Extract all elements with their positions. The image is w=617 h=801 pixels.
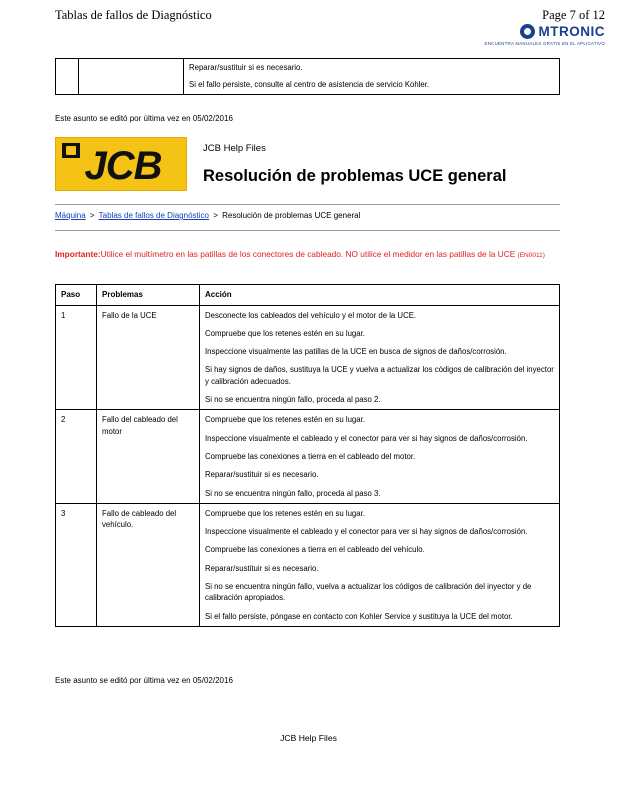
cell-step: 2 <box>56 410 97 503</box>
last-edited-note-bottom: Este asunto se editó por última vez en 05/02/2016 <box>55 676 233 685</box>
jcb-logo-text: JCB <box>84 144 162 188</box>
breadcrumb-separator: > <box>213 211 218 220</box>
cell-step <box>56 59 79 95</box>
mtronic-logo-row <box>471 24 605 39</box>
action-line: Si no se encuentra ningún fallo, proceda al paso 3. <box>205 488 381 498</box>
action-line: Si el fallo persiste, póngase en contacto con Kohler Service y sustituya la UCE del motor. <box>205 611 513 621</box>
action-line: Compruebe que los retenes estén en su lugar. <box>205 508 365 518</box>
page-number-label: Page 7 of 12 <box>542 8 605 22</box>
page-footer: JCB Help Files <box>280 733 337 743</box>
action-line: Reparar/sustituir si es necesario. <box>205 563 319 573</box>
header-title: Tablas de fallos de Diagnóstico <box>55 8 212 22</box>
brand-block <box>55 137 560 197</box>
column-header-paso: Paso <box>56 285 97 306</box>
action-line: Compruebe que los retenes estén en su lugar. <box>205 415 365 425</box>
important-text: Utilice el multímetro en las patillas de los conectores de cableado. NO utilice el medidor en las patillas de la UCE <box>100 249 516 259</box>
cell-problem: Fallo de la UCE <box>97 305 200 410</box>
help-files-label: JCB Help Files <box>203 143 266 154</box>
cell-step: 3 <box>56 503 97 626</box>
mtronic-circle-icon <box>520 24 535 39</box>
page-header <box>0 6 617 58</box>
table-header-row <box>56 285 560 306</box>
action-line: Si el fallo persiste, consulte al centro de asistencia de servicio Kohler. <box>189 80 430 90</box>
cell-step: 1 <box>56 305 97 410</box>
important-label: Importante: <box>55 249 101 259</box>
action-line: Si no se encuentra ningún fallo, vuelva a actualizar los códigos de calibración del inyector y de calibración apropiados. <box>205 582 532 603</box>
mtronic-wordmark: MTRONIC <box>538 24 605 39</box>
troubleshooting-table <box>55 284 560 627</box>
cell-action <box>200 410 560 503</box>
breadcrumb-separator: > <box>89 211 95 220</box>
brand-text <box>203 137 507 186</box>
page-title: Resolución de problemas UCE general <box>203 167 507 185</box>
cell-problem: Fallo de cableado del vehículo. <box>97 503 200 626</box>
important-code: (EN0011) <box>517 252 545 259</box>
divider-below-breadcrumb <box>55 230 560 231</box>
action-line: Compruebe las conexiones a tierra en el cableado del motor. <box>205 451 416 461</box>
column-header-problemas: Problemas <box>97 285 200 306</box>
action-line: Si hay signos de daños, sustituya la UCE y vuelva a actualizar los códigos de calibración del inyector y calibración adecuados. <box>205 365 554 386</box>
breadcrumb <box>55 211 360 220</box>
table-row <box>56 503 560 626</box>
action-line: Inspeccione visualmente el cableado y el conector para ver si hay signos de daños/corrosión. <box>205 433 528 443</box>
action-line: Si no se encuentra ningún fallo, proceda al paso 2. <box>205 395 381 405</box>
cell-action <box>200 305 560 410</box>
action-line: Reparar/sustituir si es necesario. <box>189 63 303 72</box>
breadcrumb-item-tablas[interactable]: Tablas de fallos de Diagnóstico <box>98 211 209 220</box>
action-line: Reparar/sustituir si es necesario. <box>205 470 319 480</box>
cell-action <box>200 503 560 626</box>
divider-above-breadcrumb <box>55 204 560 205</box>
action-line: Compruebe las conexiones a tierra en el cableado del vehículo. <box>205 545 425 555</box>
continued-fault-table <box>55 58 560 95</box>
action-line: Compruebe que los retenes estén en su lugar. <box>205 328 365 338</box>
table-row <box>56 410 560 503</box>
breadcrumb-item-current: Resolución de problemas UCE general <box>222 211 361 220</box>
cell-problem <box>79 59 184 95</box>
action-line: Inspeccione visualmente el cableado y el conector para ver si hay signos de daños/corrosión. <box>205 527 528 537</box>
action-line: Inspeccione visualmente las patillas de la UCE en busca de signos de daños/corrosión. <box>205 347 507 357</box>
jcb-logo <box>55 137 187 191</box>
mtronic-tagline: ENCUENTRA MANUALES GRATIS EN EL APLICATIVO <box>484 41 605 46</box>
last-edited-note-top: Este asunto se editó por última vez en 05/02/2016 <box>55 114 233 123</box>
action-line: Desconecte los cableados del vehículo y el motor de la UCE. <box>205 310 417 320</box>
breadcrumb-item-maquina[interactable]: Máquina <box>55 211 86 220</box>
cell-problem: Fallo del cableado del motor <box>97 410 200 503</box>
column-header-accion: Acción <box>200 285 560 306</box>
cell-action <box>184 59 560 95</box>
table-row <box>56 59 560 95</box>
mtronic-logo <box>471 24 605 46</box>
important-note <box>55 248 555 261</box>
table-row <box>56 305 560 410</box>
